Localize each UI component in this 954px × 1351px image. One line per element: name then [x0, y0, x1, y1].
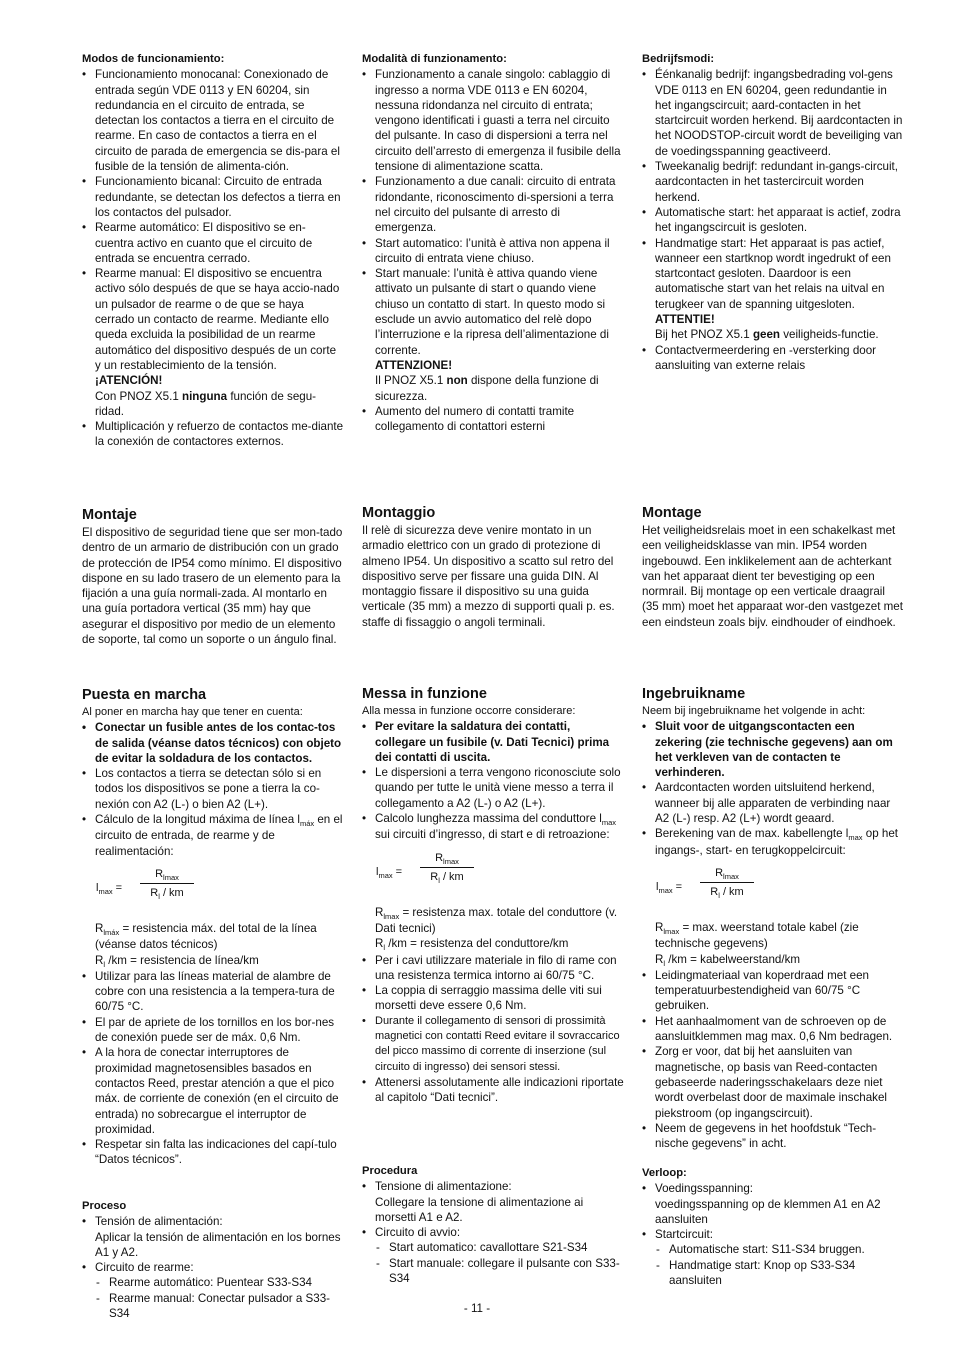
formula-l: l	[656, 880, 659, 893]
list-item: • Éénkanalig bedrijf: ingangsbedrading vol-gens VDE 0113 en EN 60204, geen redundantie in het ingangscircuit; aard-contacten in het startcircuit worden herkend. Bij aardcontacten in het NOODSTOP-circuit wordt de beveiliging van de voedingsspanning geactiveerd.	[642, 67, 904, 159]
definition-rkm	[655, 952, 904, 968]
mount-text-nl: Het veiligheidsrelais moet in een schakelkast met een veiligheidsklasse van min. IP54 worden ingebouwd. Een inklikelement aan de achterkant van het apparaat dient ter bevestiging op een normrail. Bij montage op een verticale draagrail (35 mm) moet het apparaat wor-den vastgezet met een eindsteun zoals bijv. eindhouder of eindhoek.	[642, 524, 903, 629]
def-sub: l	[383, 943, 386, 953]
formula-eq: =	[392, 865, 403, 878]
cable-length-formula-nl	[656, 866, 904, 912]
formula-r: R	[435, 851, 444, 864]
formula-densub: l	[718, 891, 720, 901]
definition-rkm	[375, 936, 624, 952]
list-item: - Handmatige start: Knop op S33-S34 aansluiten	[642, 1258, 904, 1289]
attention-text-nl	[655, 327, 904, 342]
calc-sub: max	[601, 818, 617, 828]
calc-text-post: en el circuito de entrada, de rearme y de realimentación:	[95, 813, 343, 858]
list-item: • Durante il collegamento di sensori di prossimità magnetici con contatti Reed evitare il sovraccarico del picco massimo di corrente di inserzione (sul circuito di ingresso) dei sensori stessi.	[362, 1014, 624, 1075]
list-item: • Funcionamiento bicanal: Circuito de entrada redundante, se detectan los defectos a tierra en los contactos del pulsador.	[82, 174, 344, 220]
calc-text: Cálculo de la longitud máxima de línea l	[95, 813, 300, 827]
attention-text-es	[95, 389, 344, 420]
start-section-it	[362, 685, 624, 1106]
def-r: R	[375, 937, 384, 951]
formula-rsub: lmax	[443, 856, 459, 866]
list-item: • Utilizar para las líneas material de alambre de cobre con una resistencia a la tempera-tura de 60/75 °C.	[82, 969, 344, 1015]
formula-den: R	[430, 870, 439, 883]
list-item: - Start automatico: cavallottare S21-S34	[362, 1240, 624, 1255]
list-item: • Circuito di avvio:	[362, 1225, 624, 1240]
mount-text-es: El dispositivo de seguridad tiene que ser mon-tado dentro de un armario de distribución con un grado de protección de IP54 como mínimo. El dispositivo dispone en su lado trasero de un elemento para la fijación a una guía normali-zada. Al montarlo en una guía portadora vertical (35 mm) hay que asegurar el dispositivo por medio de un elemento de soporte, tal como un soporte o un ángulo final.	[82, 526, 343, 647]
modes-title-it: Modalità di funzionamento:	[362, 53, 507, 65]
formula-lhs	[376, 865, 402, 880]
list-item: • Leidingmateriaal van koperdraad met een temperatuurbestendigheid van 60/75 °C gebruiken.	[642, 968, 904, 1014]
formula-numerator	[420, 851, 474, 866]
formula-eq: =	[112, 881, 123, 894]
def-sub: lmáx	[103, 927, 120, 937]
attention-bold: non	[446, 374, 468, 388]
formula-lsub: max	[378, 870, 393, 880]
attention-bold: geen	[752, 328, 781, 342]
formula-l: l	[96, 881, 99, 894]
attention-text-it	[375, 373, 624, 404]
definition-rkm	[95, 953, 344, 969]
list-item: • Aumento del numero di contatti tramite collegamento di contattori esterni	[362, 404, 624, 435]
list-item: • A la hora de conectar interruptores de proximidad magnetosensibles basados en contactos Reed, prestar atención a que el pico máx. de corriente de conexión (en el circuito de entrada) no sobrecargue el interruptor de proximidad.	[82, 1045, 344, 1137]
list-item: • Aardcontacten worden uitsluitend herkend, wanneer bij alle apparaten de verbinding naar A2 (L-) resp. A2 (L+) wordt geaard.	[642, 780, 904, 826]
modes-title-es: Modos de funcionamiento:	[82, 53, 225, 65]
list-item: • Per evitare la saldatura dei contatti, collegare un fusibile (v. Dati Tecnici) prima dei contatti di uscita.	[362, 719, 624, 765]
def-sub: l	[663, 958, 666, 968]
list-item: • Contactvermeerdering en -versterking door aansluiting van externe relais	[642, 343, 904, 374]
list-item: • Funcionamiento monocanal: Conexionado de entrada según VDE 0113 y EN 60204, sin redundancia en el circuito de entrada, se detectan los contactos a tierra en el circuito de rearme. En caso de contactos a tierra en el circuito de parada de emergencia se dis-para el fusible de la tensión de alimenta-ción.	[82, 67, 344, 174]
procedure-list-it	[362, 1179, 624, 1286]
formula-lhs	[96, 881, 122, 896]
formula-denpost: / km	[159, 887, 184, 900]
start-intro-it: Alla messa in funzione occorre considerare:	[362, 705, 576, 717]
start-rest-list-es	[82, 969, 344, 1168]
def-sub: lmax	[663, 926, 680, 936]
start-intro-es: Al poner en marcha hay que tener en cuenta:	[82, 706, 303, 718]
formula-den: R	[150, 887, 159, 900]
mount-text-it: Il relè di sicurezza deve venire montato in un armadio elettrico con un grado di protezione di almeno IP54. Un dispositivo a scatto sul retro del dispositivo serve per fissare una guida DIN. Al montaggio fissare il dispositivo su una guida verticale (35 mm) a mezzo di supporti quali p. es. staffe di fissaggio o angoli terminali.	[362, 524, 615, 629]
procedure-step-label: • Voedingsspanning:	[655, 1182, 753, 1196]
procedure-step-text: Collegare la tensione di alimentazione ai morsetti A1 e A2.	[375, 1195, 584, 1224]
list-item: • Sluit voor de uitgangscontacten een zekering (zie technische gegevens) aan om het verkleven van de contacten te verhinderen.	[642, 719, 904, 780]
mount-title-es: Montaje	[82, 507, 137, 523]
procedure-step-text: Aplicar la tensión de alimentación en los bornes A1 y A2.	[95, 1230, 341, 1259]
start-section-nl	[642, 685, 904, 1151]
formula-rsub: lmax	[723, 871, 739, 881]
list-item: • Multiplicación y refuerzo de contactos me-diante la conexión de contactores externos.	[82, 419, 344, 450]
list-item: - Start manuale: collegare il pulsante con S33-S34	[362, 1256, 624, 1287]
formula-fraction	[140, 867, 194, 902]
list-item	[362, 266, 624, 404]
def-sub: l	[103, 959, 106, 969]
list-item: • Funzionamento a canale singolo: cablaggio di ingresso a norma VDE 0113 e EN 60204, nessuna ridondanza nel circuito di entrata; vengono identificati i guasti a terra nel circuito del pulsante. In caso di dispersioni a terra nel circuito dell’arresto di emergenza il fusibile della tensione di alimentazione scatta.	[362, 67, 624, 174]
list-item: • Het aanhaalmoment van de schroeven op de aansluitklemmen mag max. 0,6 Nm bedragen.	[642, 1014, 904, 1045]
formula-eq: =	[672, 880, 683, 893]
formula-numerator	[700, 866, 754, 881]
attention-pre: Il PNOZ X5.1	[375, 374, 447, 388]
list-item	[82, 266, 344, 419]
procedure-section-it	[362, 1164, 624, 1286]
cable-length-formula-it	[376, 851, 624, 897]
def-text: /km = kabelweerstand/km	[665, 952, 801, 966]
list-item: • Respetar sin falta las indicaciones del capí-tulo “Datos técnicos”.	[82, 1137, 344, 1168]
modes-title-nl: Bedrijfsmodi:	[642, 53, 715, 65]
formula-denpost: / km	[719, 886, 744, 899]
list-item: • Per i cavi utilizzare materiale in filo di rame con una resistenza termica intorno ai 60/75 °C.	[362, 953, 624, 984]
def-text: = resistencia máx. del total de la línea (véanse datos técnicos)	[95, 921, 317, 952]
formula-densub: l	[158, 892, 160, 902]
list-item-text: Start manuale: l’unità è attiva quando viene attivato un pulsante di start o quando viene chiuso un contatto di start. In questo modo si esclude un avvio automatico del relè dopo l’interruzione e la ripresa dell’alimentazione di corrente.	[375, 267, 609, 357]
modes-list-es	[82, 67, 344, 449]
list-item: • Automatische start: het apparaat is actief, zodra het ingangscircuit is gesloten.	[642, 205, 904, 236]
start-title-nl: Ingebruikname	[642, 686, 746, 702]
page-number: - 11 -	[463, 1302, 491, 1315]
modes-section-es	[82, 52, 344, 450]
formula-numerator	[140, 867, 194, 882]
formula-densub: l	[438, 875, 440, 885]
list-item: - Rearme manual: Conectar pulsador a S33-S34	[82, 1291, 344, 1322]
mount-section-es	[82, 506, 344, 647]
modes-section-it	[362, 52, 624, 434]
list-item	[642, 236, 904, 343]
list-item: • Startcircuit:	[642, 1227, 904, 1242]
mount-title-nl: Montage	[642, 505, 702, 521]
list-item-text: Handmatige start: Het apparaat is pas actief, wanneer een startknop wordt ingedrukt of een startcontact gesloten. Daardoor is een automatische start van het relais na uitval en terugkeer van de spanning uitgesloten.	[655, 236, 891, 311]
list-item: • Le dispersioni a terra vengono riconosciute solo quando per tutte le unità viene messo a terra il collegamento a A2 (L-) o A2 (L+).	[362, 765, 624, 811]
formula-lsub: max	[98, 886, 113, 896]
formula-denominator	[700, 885, 754, 900]
list-item-text: Rearme manual: El dispositivo se encuentra activo sólo después de que se haya accio-nado un pulsador de rearme o de que se haya cerrado un contacto de rearme. Mediante ello queda excluida la posibilidad de un rearme automático del dispositivo después de un corte y un restablecimiento de la tensión.	[95, 267, 340, 372]
list-item: - Automatische start: S11-S34 bruggen.	[642, 1242, 904, 1257]
list-item	[642, 1181, 904, 1227]
attention-heading-it: ATTENZIONE!	[375, 358, 453, 372]
definition-rmax	[655, 920, 904, 952]
def-r: R	[95, 921, 104, 935]
calc-text-post: op het ingangs-, start- en terugkoppelcircuit:	[655, 827, 898, 857]
list-item: • El par de apriete de los tornillos en los bor-nes de conexión puede ser de máx. 0,6 Nm.	[82, 1015, 344, 1046]
mount-section-it	[362, 504, 624, 630]
attention-pre: Con PNOZ X5.1	[95, 389, 182, 403]
start-list-es	[82, 720, 344, 859]
list-item: • Neem de gegevens in het hoofdstuk “Tech-nische gegevens” in acht.	[642, 1121, 904, 1152]
procedure-step-label: • Tensión de alimentación:	[95, 1215, 223, 1229]
list-item: • Rearme automático: El dispositivo se en-cuentra activo en cuanto que el circuito de entrada se encuentra cerrado.	[82, 220, 344, 266]
calc-sub: max	[848, 833, 863, 843]
list-item	[642, 826, 904, 858]
list-item: • Los contactos a tierra se detectan sólo si en todos los dispositivos se pone a tierra la co-nexión con A2 (L-) o bien A2 (L+).	[82, 766, 344, 812]
attention-pre: Bij het PNOZ X5.1	[655, 328, 753, 342]
modes-section-nl	[642, 52, 904, 373]
attention-heading-es: ¡ATENCIÓN!	[95, 374, 163, 388]
list-item: • Start automatico: l’unità è attiva non appena il circuito di entrata viene chiuso.	[362, 236, 624, 267]
calc-sub: máx	[299, 819, 315, 829]
formula-den: R	[710, 886, 719, 899]
formula-denominator	[140, 886, 194, 901]
start-rest-list-it	[362, 953, 624, 1106]
list-item: • Funzionamento a due canali: circuito di entrata ridondante, riconoscimento di-spersioni a terra nel circuito del pulsante di arresto di emergenza.	[362, 174, 624, 235]
list-item	[82, 812, 344, 859]
attention-post: veiligheids-functie.	[780, 328, 879, 342]
attention-post: función de segu-ridad.	[95, 389, 317, 418]
start-list-nl	[642, 719, 904, 858]
procedure-step-label: • Tensione di alimentazione:	[375, 1180, 512, 1194]
formula-denominator	[420, 870, 474, 885]
list-item	[82, 1214, 344, 1260]
start-intro-nl: Neem bij ingebruikname het volgende in acht:	[642, 705, 866, 717]
procedure-title-nl: Verloop:	[642, 1167, 687, 1179]
start-rest-list-nl	[642, 968, 904, 1152]
modes-list-it	[362, 67, 624, 434]
definition-rmax	[95, 921, 344, 953]
def-text: /km = resistenza del conduttore/km	[385, 937, 569, 951]
mount-section-nl	[642, 504, 904, 630]
definition-rmax	[375, 905, 624, 937]
def-text: = max. weerstand totale kabel (zie technische gegevens)	[655, 920, 859, 951]
def-r: R	[655, 920, 664, 934]
formula-rsub: lmax	[163, 872, 179, 882]
list-item	[362, 811, 624, 843]
calc-text: Calcolo lunghezza massima del conduttore l	[375, 812, 602, 826]
calc-text: Berekening van de max. kabellengte l	[655, 827, 849, 841]
fraction-line	[420, 867, 474, 868]
list-item: • Conectar un fusible antes de los contac-tos de salida (véanse datos técnicos) con objeto de evitar la soldadura de los contactos.	[82, 720, 344, 766]
procedure-title-it: Procedura	[362, 1165, 418, 1177]
procedure-section-nl	[642, 1166, 904, 1288]
fraction-line	[700, 882, 754, 883]
formula-fraction	[700, 866, 754, 901]
list-item: • Tweekanalig bedrijf: redundant in-gangs-circuit, aardcontacten in het tastercircuit worden herkend.	[642, 159, 904, 205]
start-section-es	[82, 686, 344, 1168]
list-item: • La coppia di serraggio massima delle viti sui morsetti deve essere 0,6 Nm.	[362, 983, 624, 1014]
procedure-title-es: Proceso	[82, 1200, 127, 1212]
mount-title-it: Montaggio	[362, 505, 436, 521]
attention-heading-nl: ATTENTIE!	[655, 313, 715, 327]
calc-text-post: sui circuiti d’ingresso, di start e di retroazione:	[375, 828, 610, 842]
formula-definitions-it	[362, 905, 624, 953]
def-r: R	[655, 952, 664, 966]
list-item: • Attenersi assolutamente alle indicazioni riportate al capitolo “Dati tecnici”.	[362, 1075, 624, 1106]
def-text: /km = resistencia de línea/km	[105, 953, 259, 967]
list-item	[362, 1179, 624, 1225]
def-text: = resistenza max. totale del conduttore (v. Dati tecnici)	[375, 905, 618, 935]
fraction-line	[140, 883, 194, 884]
start-title-es: Puesta en marcha	[82, 687, 207, 703]
formula-definitions-nl	[642, 920, 904, 968]
def-r: R	[375, 905, 384, 919]
formula-r: R	[715, 866, 724, 879]
modes-list-nl	[642, 67, 904, 373]
procedure-list-nl	[642, 1181, 904, 1288]
list-item: - Rearme automático: Puentear S33-S34	[82, 1275, 344, 1290]
procedure-step-text: voedingsspanning op de klemmen A1 en A2 aansluiten	[655, 1197, 881, 1226]
def-sub: lmax	[383, 911, 400, 921]
formula-lsub: max	[658, 885, 673, 895]
formula-definitions-es	[82, 921, 344, 969]
list-item: • Zorg er voor, dat bij het aansluiten van magnetische, op basis van Reed-contacten gebaseerde naderingsschakelaars deze niet wordt overbelast door de maximale inschakel piekstroom (op ingangscircuit).	[642, 1044, 904, 1120]
cable-length-formula-es	[96, 867, 344, 913]
formula-r: R	[155, 867, 164, 880]
attention-bold: ninguna	[182, 389, 228, 403]
formula-denpost: / km	[439, 870, 464, 883]
start-list-it	[362, 719, 624, 842]
list-item: • Circuito de rearme:	[82, 1260, 344, 1275]
start-title-it: Messa in funzione	[362, 686, 487, 702]
def-r: R	[95, 953, 104, 967]
formula-fraction	[420, 851, 474, 886]
formula-l: l	[376, 865, 379, 878]
formula-lhs	[656, 880, 682, 895]
attention-post: dispone della funzione di sicurezza.	[375, 374, 599, 403]
